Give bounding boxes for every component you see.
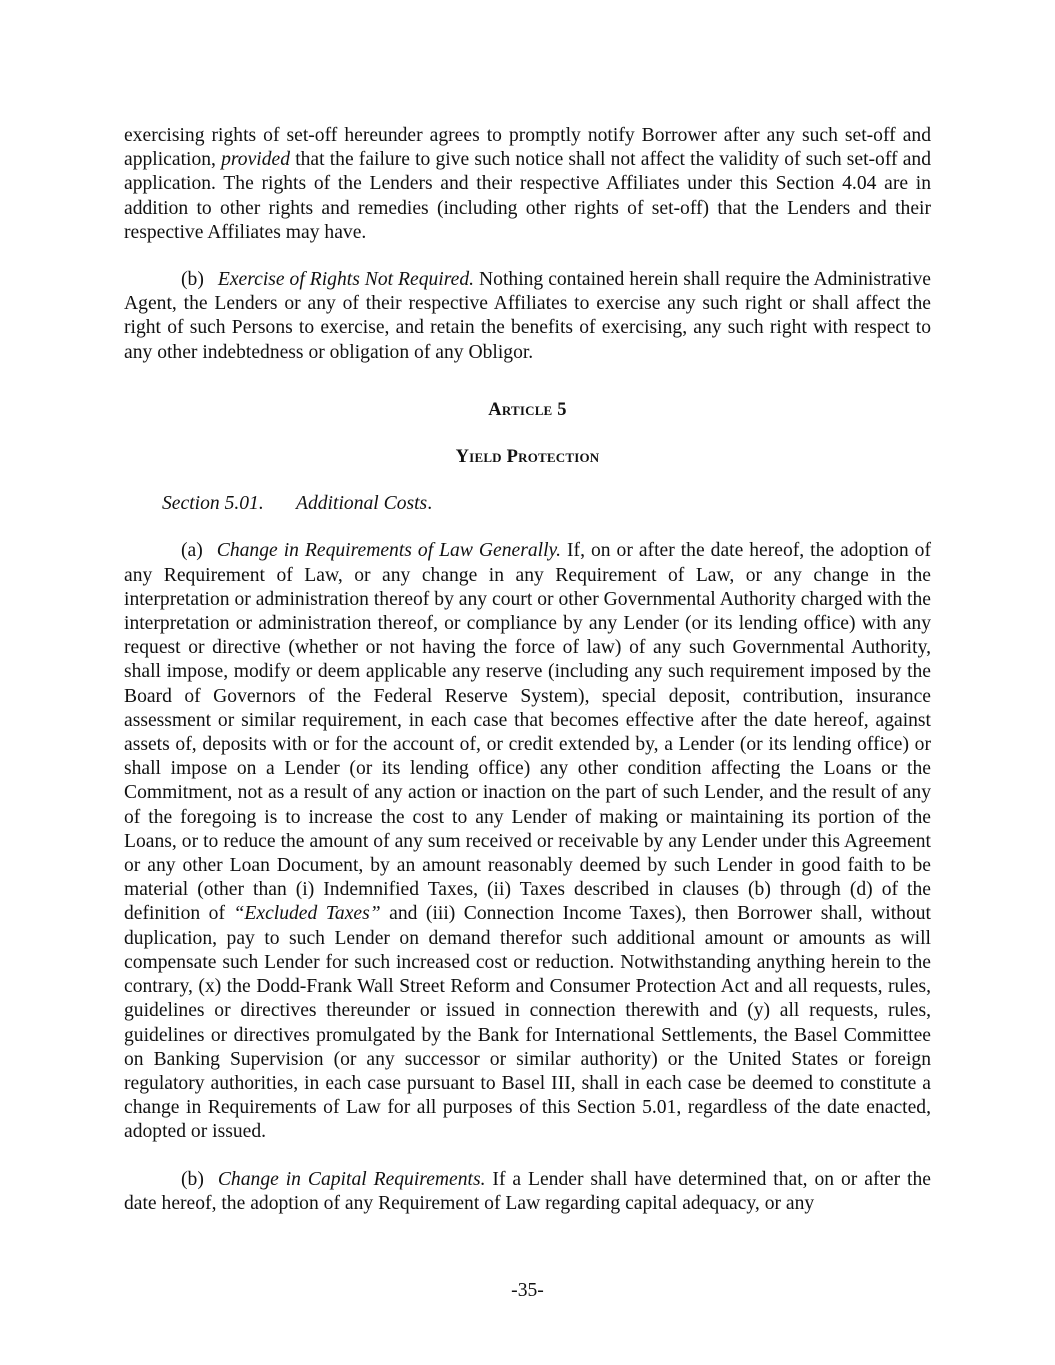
section-heading <box>124 492 931 516</box>
clause-label: (a) <box>181 540 203 562</box>
clause-label: (b) <box>181 1168 204 1190</box>
section-number: Section 5.01. <box>162 493 264 515</box>
clause-title: Exercise of Rights Not Required. <box>217 269 475 291</box>
paragraph-change-in-capital <box>124 1168 931 1216</box>
emphasis-provided: provided <box>221 149 291 171</box>
document-page <box>124 124 931 1239</box>
text-run: and (iii) Connection Income Taxes), then Borrower shall, without duplication, pay to such Lender on demand therefor such additional amount or amounts as will compensate such Lender for such increased cost or reduction. Notwithstanding anything herein to the contrary, (x) the Dodd-Frank Wall Street Reform and Consumer Protection Act and all requests, rules, guidelines or directives thereunder or issued in connection therewith and (y) all requests, rules, guidelines or directives promulgated by the Bank for International Settlements, the Basel Committee on Banking Supervision (or any successor or similar authority) or the United States or foreign regulatory authorities, in each case pursuant to Basel III, shall in each case be deemed to constitute a change in Requirements of Law for all purposes of this Section 5.01, regardless of the date enacted, adopted or issued. <box>124 903 931 1143</box>
text-run: exercising rights of set-off hereunder agrees to promptly notify Borrower after any such set-off and application, <box>124 125 931 171</box>
text-run: that the failure to give such notice shall not affect the validity of such set-off and application. The rights of the Lenders and their respective Affiliates under this Section 4.04 are in addition to other rights and remedies (including other rights of set-off) that the Lenders and their respective Affiliates may have. <box>124 149 931 243</box>
text-run: If a Lender shall have determined that, on or after the date hereof, the adoption of any Requirement of Law regarding capital adequacy, or any <box>124 1168 931 1214</box>
defined-term-excluded-taxes: “Excluded Taxes” <box>233 903 381 925</box>
clause-label: (b) <box>181 269 204 291</box>
article-title: Yield Protection <box>455 447 600 468</box>
page-number: -35- <box>511 1280 544 1301</box>
text-run: If, on or after the date hereof, the adoption of any Requirement of Law, or any change in any Requirement of Law, or any change in the interpretation or administration thereof by any court or other Governmental Authority charged with the interpretation or administration thereof, or compliance by any Lender (or its lending office) with any request or directive (whether or not having the force of law) of any such Governmental Authority, shall impose, modify or deem applicable any reserve (including any such requirement imposed by the Board of Governors of the Federal Reserve System), special deposit, contribution, insurance assessment or similar requirement, in each case that becomes effective after the date hereof, against assets of, deposits with or for the account of, or credit extended by, a Lender (or its lending office) or shall impose on a Lender (or its lending office) any other condition affecting the Loans or the Commitment, not as a result of any action or inaction on the part of such Lender, and the result of any of the foregoing is to increase the cost to any Lender of making or maintaining its portion of the Loans, or to reduce the amount of any sum received or receivable by any Lender under this Agreement or any other Loan Document, by an amount reasonably deemed by such Lender in good faith to be material (other than (i) Indemnified Taxes, (ii) Taxes described in clauses (b) through (d) of the definition of <box>124 540 931 925</box>
text-run: Nothing contained herein shall require the Administrative Agent, the Lenders or any of their respective Affiliates to exercise any such right or shall affect the right of such Persons to exercise, and retain the benefits of exercising, any such right with respect to any other indebtedness or obligation of any Obligor. <box>124 269 931 363</box>
section-title-period: . <box>427 493 433 515</box>
section-title: Additional Costs <box>296 493 428 515</box>
clause-title: Change in Requirements of Law Generally. <box>216 540 562 562</box>
article-heading: Article 5 <box>488 399 567 420</box>
clause-title: Change in Capital Requirements. <box>217 1168 486 1190</box>
paragraph-set-off-continuation <box>124 124 931 245</box>
paragraph-change-in-requirements <box>124 539 931 1144</box>
paragraph-exercise-of-rights <box>124 268 931 365</box>
